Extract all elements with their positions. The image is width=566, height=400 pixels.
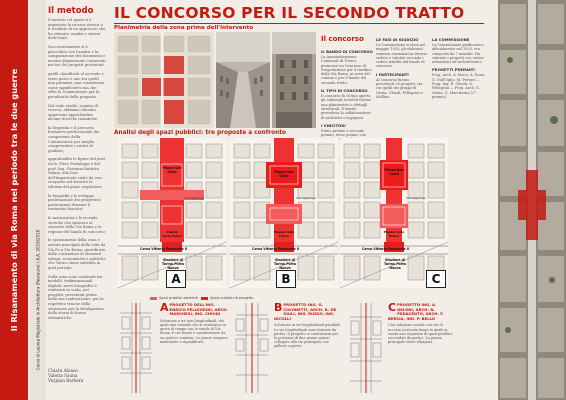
section-title: LA COMMISSIONE [432, 37, 470, 42]
mini-plan-drawing [116, 303, 156, 393]
method-paragraph: le spostamento della zona e arterie principali della città da Via Po a Via Roma, giustificate dalle costruzioni di elementi urbani, economiche e politiche che Torino stava subendo in quel periodo. [48, 238, 106, 270]
street-label: Via Lagrange [184, 196, 204, 200]
caption-heading: PROGETTO ING. A. GELONI, ARCH. N. PEDACENTO, ARCH. F. BERSIA, ING. P. BELLO [388, 302, 444, 321]
method-paragraph: Dal esito studio, seguito di ricerca, abbiamo ritenuto opportuno approfondire alcune ricerche tematiche. [48, 103, 99, 122]
method-paragraph: la biografia e lo sviluppo professionale dei progettisti partecipanti durante il ventennio fascista; [48, 193, 101, 212]
caption-heading: PROGETTO ING. G. COLONETTI, ARCH. R. DE GIULI, ING. RUSSO, ING. NICOLLI [274, 302, 337, 321]
station-label: Stazione di Torino Porta Nuova [162, 258, 184, 270]
corso-label: Corso Vittorio Emanuele II [140, 247, 188, 251]
section-title: IL BANDO DI CONCORSO [321, 49, 373, 54]
page-title: IL CONCORSO PER IL SECONDO TRATTO [114, 4, 465, 22]
mini-plan [232, 303, 272, 393]
corso-label: Corso Vittorio Emanuele II [362, 247, 410, 251]
station-label: Stazione di Torino Porta Nuova [274, 258, 296, 270]
concorso-heading: Il concorso [321, 35, 364, 43]
piazza-label: Piazza San Carlo [384, 168, 404, 176]
section-text: La Amministrazione Comunale di Torino, promosse un Concorso di Progettazione per il riordino della Via Roma, ai sensi del comma 5 per il bando del secondo tratto. [321, 55, 372, 85]
historic-photo-street [216, 32, 270, 128]
plan-B [230, 138, 338, 288]
method-paragraph: approfondite le figure del prof. Arch. Piero Portaluppi e del prof. Ing. Giovanni Battista Milani, alla luce dell'importante ruolo da essi ricoperto nel favorire la riforma del piano regolatore; [48, 157, 106, 189]
authors [48, 368, 83, 383]
section-title: IL TIPO DI CONCORSO [321, 88, 368, 94]
planimetry-map [114, 32, 214, 128]
street-label: Via Lagrange [296, 196, 316, 200]
photo-drawing [272, 32, 316, 128]
section-title: PROGETTI PREMIATI [432, 67, 475, 73]
street-label: Via Lagrange [406, 196, 426, 200]
plan-C [340, 138, 448, 288]
author-name: Virginia Barbera [48, 378, 84, 383]
photo-drawing [216, 32, 270, 128]
caption-A [160, 303, 228, 344]
vertical-title: Il Risanamento di via Roma nel periodo tra le due guerre [9, 68, 19, 332]
station-label: Stazione di Torino Porta Nuova [384, 258, 406, 270]
analysis-title: Analisi degli spazi pubblici: tre proposte a confronto [114, 130, 286, 136]
section-title: I VINCITORI [321, 122, 346, 128]
plan-letter: B [276, 270, 296, 288]
mini-plan [116, 303, 156, 393]
historic-photo-building [272, 32, 316, 128]
section-text: Prog. Arch. A. Bucci, A. Rossi, G. Dall'Oglio, M. Ferrari — Prog. Ing. E. Chiodi, N. Pellegrini — Prog. Arch. G. Genta, G. Marchesini (2° premio). [432, 73, 486, 99]
plan-A [118, 138, 226, 288]
section-text: La Commissione si riunì nel maggio 1933, gli elaborati vennero esaminati in diverse sedute e valutati secondo i criteri stabiliti dal bando di concorso. [376, 43, 428, 69]
author-name: Chiara Alonzo [48, 368, 78, 373]
method-column [48, 6, 106, 396]
planimetry-title: Planimetria della zona prima dell'intervento [114, 25, 254, 31]
caption-text: Una soluzione assiale con via di accesso porticata lungo la quale si snoda una sequenza di spazi pubblici raccordati da portici. La piazza principale viene allargata. [388, 323, 452, 345]
piazza-label: Piazza Carlo Felice [273, 230, 295, 238]
piazza-label: Piazza Carlo Felice [383, 230, 405, 238]
method-paragraph: Successivamente si è proceduto con l'analisi e la comparazione dei documenti e mostra disposizione conservati nei tre dei progetti presentati. [48, 44, 106, 68]
title-band [0, 0, 28, 400]
caption-initial: B [274, 301, 283, 314]
plan-letter: C [426, 270, 446, 288]
mini-plan [346, 303, 386, 393]
method-paragraph: quelli classificati al secondo e terzo posto e uno tra quelli non premiati, non considerato come significativo ma che offre la Commissione per la peculiarità della proposta. [48, 71, 105, 99]
planimetry-drawing [114, 32, 214, 128]
method-paragraph: le motivazioni e le vicende storiche che spinsero al riassetto della Via Roma e la regione del bando di concorso; [48, 215, 106, 234]
credits-text: Corso di Laurea Magistrale in Architettura (Restauro) | A.A. 2015/2016 [35, 229, 41, 371]
legend [150, 296, 253, 300]
piazza-label: Piazza Carlo Felice [162, 230, 182, 238]
mini-plan-drawing [232, 303, 272, 393]
legend-label: Spazi pubblici di progetto [210, 296, 254, 300]
method-heading: Il metodo [48, 6, 94, 16]
caption-initial: A [160, 301, 169, 314]
piazza-label: Piazza San Carlo [162, 166, 182, 174]
legend-label: Spazi pubblici esistenti [159, 296, 198, 300]
piazza-label: Piazza San Carlo [274, 170, 294, 178]
method-paragraph: Il metodo col quale si è impostato la ricerca storica è il risultato di un approccio che ha ritenuto, analisi e sintesi delle fonti. [48, 18, 106, 41]
commissione-column [432, 34, 490, 100]
caption-heading: PROGETTO DELL'ING. ENRICO PELLEGRINI, ARCH. MARCHESI, ING. CHIODI [169, 302, 228, 317]
author-name: Valeria Sauna [48, 373, 78, 378]
method-paragraph: la biografia e il percorso formativo professionale dei componenti della Commissione per meglio comprendere i criteri di giudizio; [48, 125, 100, 153]
section-text: Il concorso fu di tipo aperto, gli elaborati richiesti furono una planimetria e dettagli strutturali. Il bando prevedeva la collaborazione di architetti e ingegneri. [321, 94, 372, 120]
legend-swatch [201, 297, 208, 300]
caption-initial: C [388, 301, 397, 314]
caption-text: Soluzione in tre longitudinali parallele. Le vie longitudinali sono formate da portici. Il progetto si caratterizza per la presenza di due piazze minori collegate alla via principale con gallerie coperte. [274, 323, 342, 349]
plan-letter: A [166, 270, 186, 288]
title-rule [114, 23, 484, 24]
corso-label: Corso Vittorio Emanuele II [252, 247, 300, 251]
section-title: I PARTECIPANTI [376, 71, 409, 77]
legend-swatch [150, 297, 157, 300]
caption-C [388, 303, 454, 344]
section-text: Al concorso furono presentati 28 progetti, tra cui quelli dei gruppi di Genta, Chiodi, Pellegrini e Mollino. [376, 77, 423, 99]
section-text: Primo premio e secondo premio, terzo premio con [321, 128, 366, 138]
credits-strip [30, 0, 46, 400]
aerial-drawing [498, 0, 566, 400]
caption-B [274, 303, 342, 349]
concorso-column [321, 46, 373, 143]
section-title: LE FASI DI GIUDIZIO [376, 37, 419, 42]
giuria-column [376, 34, 428, 100]
section-text: La Commissione giudicatrice, ufficialmente nel 1933, era composta da 7 membri. Ha valutato i progetti con criteri urbanistici ed architettonici. [432, 43, 485, 65]
caption-text: Soluzione a tre assi longitudinali, dei quali uno centrale che si sostituisce in quota di rampa con la strada di Via Roma, il cui fronte è caratterizzato da un portico continuo. Le piazze vengono mantenute e riqualificate. [160, 318, 228, 344]
mini-plan-drawing [346, 303, 386, 393]
method-paragraph: Sulla zona sono realizzati tra modelli, tridimensionali digitali, aerei fotografici e realizzati in scala, nei progetti, presentati prima della sua realizzazione, per la rispettiva visione della situazione per la divulgazione della storia di forme urbanistiche. [48, 274, 104, 320]
aerial-photo [498, 0, 566, 400]
